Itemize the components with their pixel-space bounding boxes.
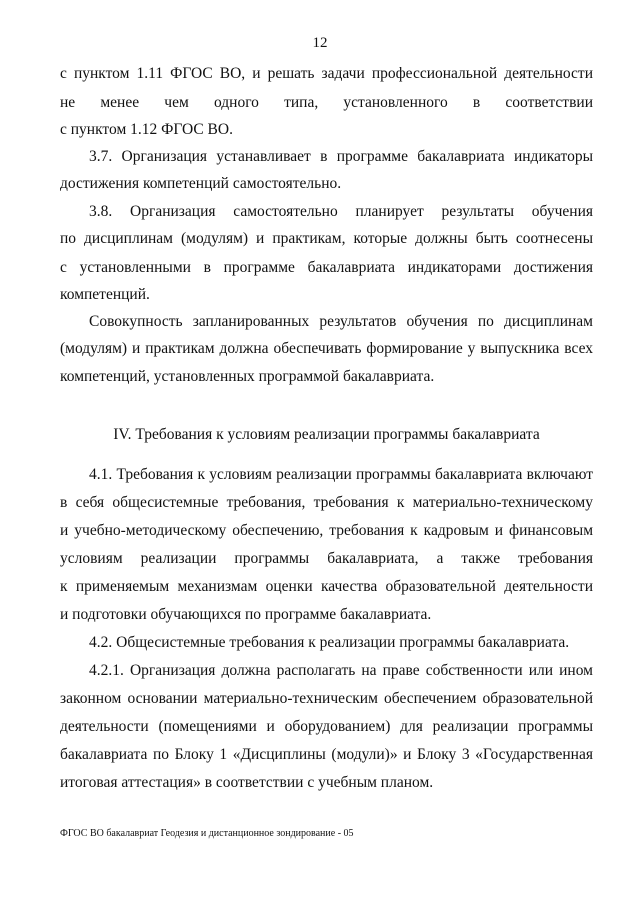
text-line: к применяемым механизмам оценки качества образовательной деятельности (60, 578, 593, 595)
paragraph-3-8-start: 3.8. Организация самостоятельно планирует результаты обучения (89, 203, 593, 220)
text-line: по дисциплинам (модулям) и практикам, которые должны быть соотнесены (60, 230, 593, 247)
paragraph-4-2: 4.2. Общесистемные требования к реализации программы бакалавриата. (89, 634, 570, 651)
page-footer: ФГОС ВО бакалавриат Геодезия и дистанционное зондирование - 05 (60, 828, 354, 839)
text-line: с пунктом 1.11 ФГОС ВО, и решать задачи профессиональной деятельности (60, 65, 593, 82)
paragraph-3-7-start: 3.7. Организация устанавливает в программе бакалавриата индикаторы (89, 148, 593, 165)
text-line: законном основании материально-техническим обеспечением образовательной (60, 690, 593, 707)
section-heading: IV. Требования к условиям реализации программы бакалавриата (113, 426, 540, 443)
text-line: достижения компетенций самостоятельно. (60, 175, 342, 192)
paragraph-start: Совокупность запланированных результатов обучения по дисциплинам (89, 313, 593, 330)
text-line: деятельности (помещениями и оборудованием) для реализации программы (60, 718, 593, 735)
text-line: (модулям) и практикам должна обеспечивать формирование у выпускника всех (60, 340, 593, 357)
text-line: не менее чем одного типа, установленного в соответствии (60, 94, 593, 111)
text-line: компетенций, установленных программой бакалавриата. (60, 368, 435, 385)
text-line: с пунктом 1.12 ФГОС ВО. (60, 121, 233, 138)
text-line: и учебно-методическому обеспечению, требования к кадровым и финансовым (60, 522, 593, 539)
page-number: 12 (312, 35, 328, 51)
text-line: компетенций. (60, 286, 150, 303)
paragraph-4-2-1-start: 4.2.1. Организация должна располагать на праве собственности или ином (89, 662, 593, 679)
paragraph-4-1-start: 4.1. Требования к условиям реализации программы бакалавриата включают (89, 466, 593, 483)
text-line: итоговая аттестация» в соответствии с учебным планом. (60, 774, 434, 791)
text-line: условиям реализации программы бакалавриата, а также требования (60, 550, 593, 567)
text-line: в себя общесистемные требования, требования к материально-техническому (60, 494, 593, 511)
text-line: бакалавриата по Блоку 1 «Дисциплины (модули)» и Блоку 3 «Государственная (60, 746, 593, 763)
text-line: и подготовки обучающихся по программе бакалавриата. (60, 606, 432, 623)
text-line: с установленными в программе бакалавриата индикаторами достижения (60, 259, 593, 276)
